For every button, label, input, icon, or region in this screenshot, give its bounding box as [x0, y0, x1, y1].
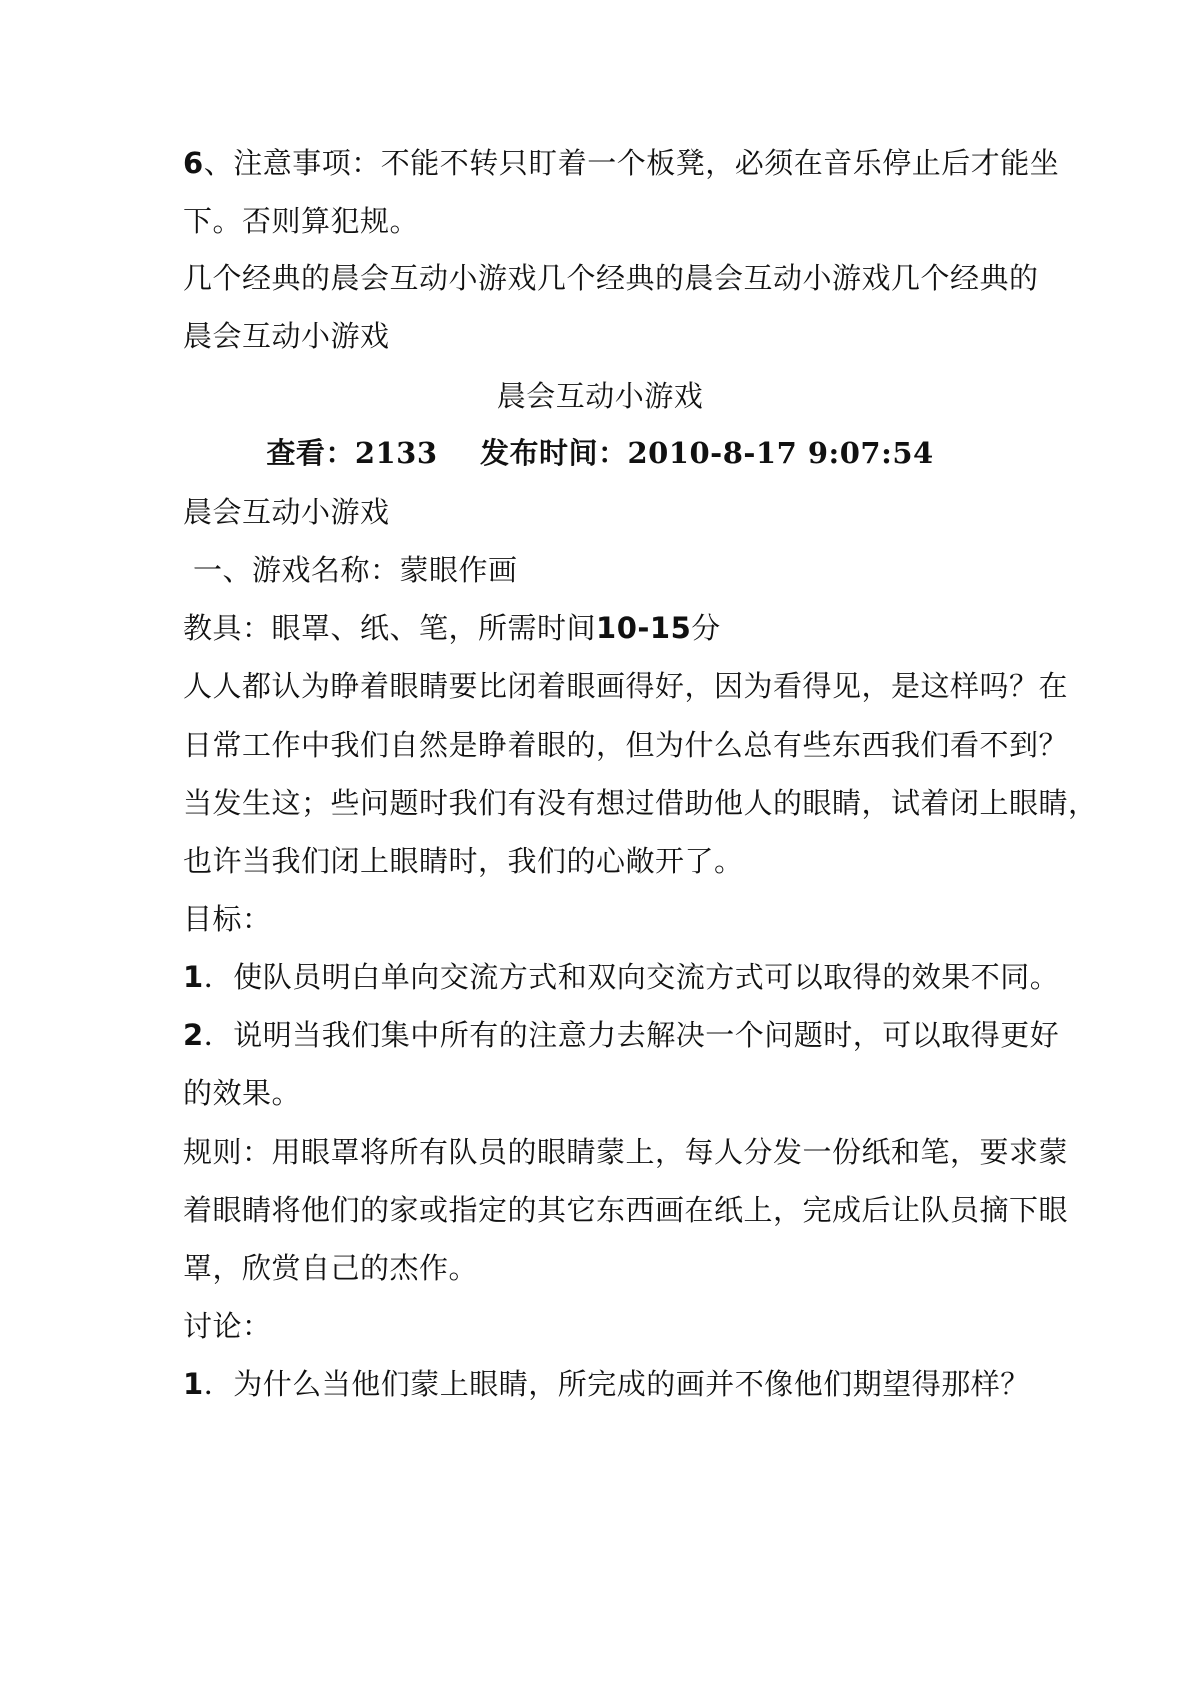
paragraph-line: 罩，欣赏自己的杰作。	[183, 1251, 479, 1285]
time-range: 10-15	[596, 611, 692, 645]
publish-date: 2010-8-17 9:07:54	[627, 436, 934, 470]
list-item	[183, 957, 1060, 997]
section-heading: 目标：	[183, 902, 272, 936]
paragraph-line: 日常工作中我们自然是睁着眼的，但为什么总有些东西我们看不到？	[183, 728, 1069, 762]
section-heading: 晨会互动小游戏	[183, 495, 390, 529]
views-count: 2133	[354, 436, 438, 470]
game-name-line: 一、游戏名称：蒙眼作画	[193, 553, 518, 587]
paragraph-line: 也许当我们闭上眼睛时，我们的心敞开了。	[183, 844, 744, 878]
line-text: ．为什么当他们蒙上眼睛，所完成的画并不像他们期望得那样？	[203, 1367, 1030, 1401]
article-meta	[0, 433, 1200, 473]
paragraph-line: 几个经典的晨会互动小游戏几个经典的晨会互动小游戏几个经典的	[183, 261, 1039, 295]
item-number: 2	[183, 1018, 204, 1052]
line-text: ．使队员明白单向交流方式和双向交流方式可以取得的效果不同。	[203, 960, 1060, 994]
line-text: 教具：眼罩、纸、笔，所需时间	[183, 611, 597, 645]
item-number: 6	[183, 146, 204, 180]
paragraph-line: 晨会互动小游戏	[183, 319, 390, 353]
views-label: 查看：	[266, 436, 355, 470]
paragraph-line: 下。否则算犯规。	[183, 204, 420, 238]
paragraph-line: 的效果。	[183, 1076, 302, 1110]
paragraph-line: 当发生这；些问题时我们有没有想过借助他人的眼睛，试着闭上眼睛，	[183, 786, 1098, 820]
item-number: 1	[183, 960, 204, 994]
paragraph-line	[183, 608, 1043, 648]
list-item	[183, 1015, 1060, 1055]
list-item	[183, 1364, 1043, 1404]
date-label: 发布时间：	[479, 436, 628, 470]
line-text: ．说明当我们集中所有的注意力去解决一个问题时，可以取得更好	[203, 1018, 1060, 1052]
article-title: 晨会互动小游戏	[496, 379, 704, 413]
paragraph-line: 着眼睛将他们的家或指定的其它东西画在纸上，完成后让队员摘下眼	[183, 1193, 1069, 1227]
paragraph-line: 规则：用眼罩将所有队员的眼睛蒙上，每人分发一份纸和笔，要求蒙	[183, 1135, 1069, 1169]
line-text: 分	[691, 611, 721, 645]
item-number: 1	[183, 1367, 204, 1401]
section-heading: 讨论：	[183, 1309, 272, 1343]
line-text: 、注意事项：不能不转只盯着一个板凳，必须在音乐停止后才能坐	[203, 146, 1060, 180]
paragraph-line	[183, 143, 1060, 183]
paragraph-line: 人人都认为睁着眼睛要比闭着眼画得好，因为看得见，是这样吗？在	[183, 669, 1069, 703]
